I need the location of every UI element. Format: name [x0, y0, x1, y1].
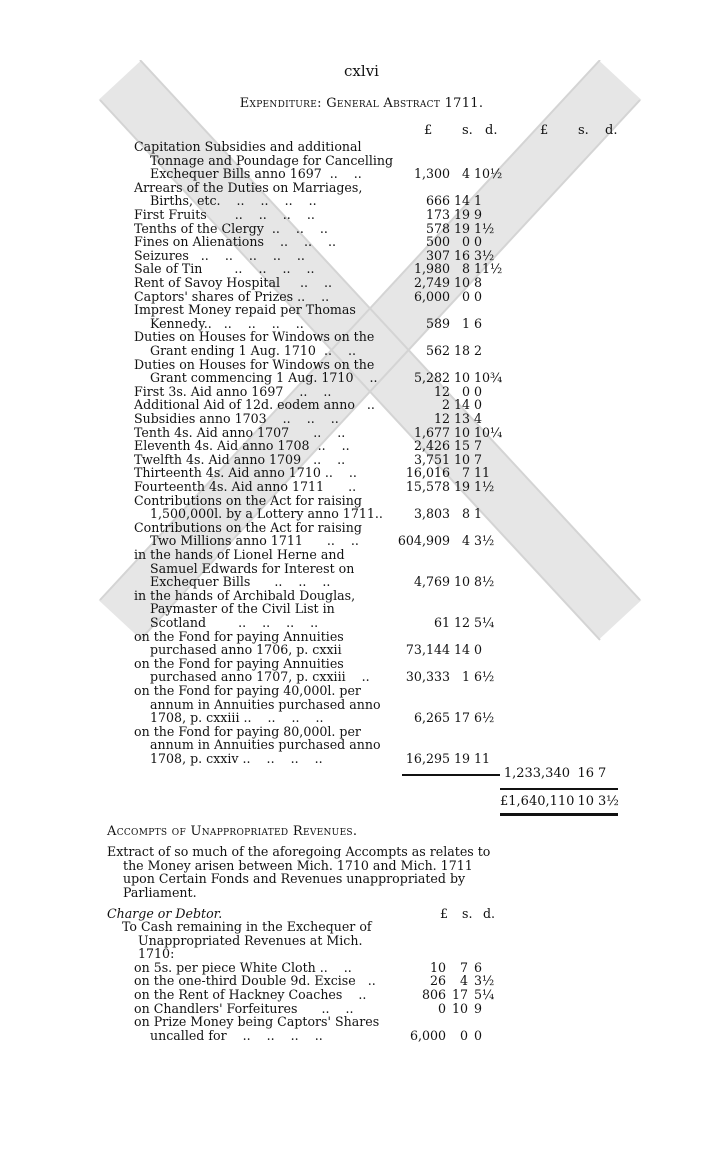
- charge-pence: 6: [474, 959, 483, 975]
- row-pounds: 604,909: [397, 533, 450, 549]
- row-description: Sale of Tin .. .. .. ..: [134, 261, 315, 277]
- row-pence: 0: [474, 234, 483, 250]
- row-pence: 10¾: [474, 370, 503, 386]
- row-shillings: 7: [461, 465, 470, 481]
- charge-pence: 5¼: [474, 987, 495, 1002]
- charge-shillings: 0: [459, 1027, 468, 1043]
- row-description: on the Fond for paying Annuities: [134, 628, 344, 644]
- row-shillings: 10: [454, 424, 471, 440]
- row-shillings: 12: [454, 614, 471, 630]
- col-shillings-1: s.: [462, 123, 473, 138]
- charge-description: on Prize Money being Captors' Shares: [134, 1014, 380, 1030]
- row-description: Contributions on the Act for raising: [134, 492, 362, 508]
- row-description: Exchequer Bills anno 1697 .. ..: [134, 166, 362, 182]
- row-shillings: 10: [454, 574, 471, 590]
- charge-shillings: 10: [451, 1000, 468, 1016]
- grand-total-pounds: £1,640,110: [500, 794, 575, 809]
- charge-pounds: 806: [421, 987, 446, 1002]
- total-rule: [500, 788, 618, 790]
- row-pence: 1½: [474, 479, 495, 494]
- row-pence: 1½: [474, 220, 495, 236]
- grand-total-pence: 3½: [598, 794, 619, 809]
- row-description: on the Fond for paying Annuities: [134, 655, 344, 671]
- row-shillings: 10: [454, 275, 471, 290]
- row-description: Arrears of the Duties on Marriages,: [134, 179, 363, 195]
- subtotal-shillings: 16: [577, 766, 594, 781]
- row-pence: 0: [474, 383, 483, 399]
- row-description: Thirteenth 4s. Aid anno 1710 .. ..: [134, 465, 357, 481]
- row-pounds: 2,426: [413, 438, 450, 454]
- row-description: Tenth 4s. Aid anno 1707 .. ..: [134, 424, 346, 440]
- row-pence: 8½: [474, 574, 495, 590]
- row-pounds: 16,295: [405, 750, 450, 766]
- row-description: Samuel Edwards for Interest on: [134, 560, 355, 576]
- row-description: on the Fond for paying 80,000l. per: [134, 723, 361, 739]
- row-pounds: 500: [425, 234, 450, 250]
- row-pounds: 1,980: [413, 261, 450, 277]
- row-pounds: 1,300: [413, 166, 450, 182]
- row-description: 1,500,000l. by a Lottery anno 1711..: [134, 506, 383, 522]
- row-pence: 11: [474, 465, 491, 481]
- col-shillings-2: s.: [578, 123, 589, 138]
- row-shillings: 0: [461, 288, 470, 304]
- row-description: Scotland .. .. .. ..: [134, 614, 319, 630]
- row-description: Rent of Savoy Hospital .. ..: [134, 275, 333, 290]
- grand-total-shillings: 10: [577, 794, 594, 809]
- row-shillings: 0: [461, 234, 470, 250]
- row-description: Duties on Houses for Windows on the: [134, 329, 375, 345]
- row-pence: 9: [474, 207, 483, 222]
- row-description: First Fruits .. .. .. ..: [134, 207, 315, 222]
- col-pounds-1: £: [424, 123, 433, 138]
- row-description: Captors' shares of Prizes .. ..: [134, 288, 330, 304]
- row-pence: 6½: [474, 710, 495, 726]
- col-pence-1: d.: [485, 123, 498, 138]
- row-description: First 3s. Aid anno 1697 .. ..: [134, 383, 332, 399]
- row-description: Fines on Alienations .. .. ..: [134, 234, 337, 250]
- row-pence: 0: [474, 288, 483, 304]
- row-pounds: 73,144: [405, 642, 450, 658]
- row-pence: 8: [474, 275, 483, 290]
- row-shillings: 19: [454, 479, 471, 494]
- row-pounds: 578: [425, 220, 450, 236]
- row-description: Subsidies anno 1703 .. .. ..: [134, 411, 339, 426]
- charge-pounds: 0: [437, 1000, 446, 1016]
- subtotal-pounds: 1,233,340: [503, 766, 570, 781]
- row-description: Kennedy.. .. .. .. ..: [134, 315, 304, 331]
- row-description: 1708, p. cxxiii .. .. .. ..: [134, 710, 324, 726]
- charge-col-pounds: £: [440, 906, 449, 921]
- charge-shillings: 17: [451, 987, 468, 1002]
- row-description: Twelfth 4s. Aid anno 1709 .. ..: [134, 451, 346, 467]
- row-shillings: 16: [454, 247, 471, 263]
- charge-description: on the Rent of Hackney Coaches ..: [134, 987, 367, 1002]
- row-description: Births, etc. .. .. .. ..: [134, 193, 317, 209]
- row-pence: 7: [474, 451, 483, 467]
- row-description: annum in Annuities purchased anno: [134, 737, 381, 753]
- row-pence: 7: [474, 438, 483, 454]
- subtotal: [500, 766, 620, 782]
- row-pence: 2: [474, 342, 483, 358]
- charge-pence: 0: [474, 1027, 483, 1043]
- row-shillings: 19: [454, 750, 471, 766]
- row-shillings: 13: [454, 411, 471, 426]
- row-pounds: 16,016: [405, 465, 450, 481]
- row-shillings: 4: [461, 533, 470, 549]
- row-description: Grant ending 1 Aug. 1710 .. ..: [134, 342, 356, 358]
- row-shillings: 15: [454, 438, 471, 454]
- row-description: purchased anno 1707, p. cxxiii ..: [134, 669, 370, 685]
- extract-line: the Money arisen between Mich. 1710 and Mich. 1711: [107, 857, 473, 873]
- grand-total: [500, 794, 620, 810]
- extract-line: upon Certain Fonds and Revenues unappropriated by: [107, 871, 466, 887]
- col-pounds-2: £: [540, 123, 549, 138]
- charge-col-pence: d.: [483, 906, 496, 921]
- row-shillings: 18: [454, 342, 471, 358]
- charge-description: on Chandlers' Forfeitures .. ..: [134, 1000, 354, 1016]
- row-description: Contributions on the Act for raising: [134, 519, 362, 535]
- charge-label: Charge or Debtor.: [107, 906, 223, 921]
- row-description: Two Millions anno 1711 .. ..: [134, 533, 359, 549]
- row-pounds: 3,751: [413, 451, 450, 467]
- row-pounds: 6,000: [413, 288, 450, 304]
- row-pounds: 2,749: [413, 275, 450, 290]
- extract-line: Extract of so much of the aforegoing Accompts as relates to: [107, 844, 491, 859]
- charge-description: on 5s. per piece White Cloth .. ..: [134, 959, 352, 975]
- charge-shillings: 7: [459, 959, 468, 975]
- row-pence: 6½: [474, 669, 495, 685]
- row-pounds: 666: [425, 193, 450, 209]
- row-pounds: 15,578: [405, 479, 450, 494]
- cash-line: Unappropriated Revenues at Mich.: [122, 932, 363, 948]
- row-description: in the hands of Lionel Herne and: [134, 547, 345, 562]
- row-description: Imprest Money repaid per Thomas: [134, 302, 356, 318]
- row-shillings: 4: [461, 166, 470, 182]
- row-shillings: 14: [454, 397, 471, 413]
- row-pence: 1: [474, 193, 483, 209]
- row-description: Tenths of the Clergy .. .. ..: [134, 220, 328, 236]
- row-pence: 6: [474, 315, 483, 331]
- row-shillings: 1: [461, 315, 470, 331]
- row-pence: 3½: [474, 247, 495, 263]
- row-description: Eleventh 4s. Aid anno 1708 .. ..: [134, 438, 350, 454]
- row-description: Tonnage and Poundage for Cancelling: [134, 152, 394, 168]
- row-pence: 3½: [474, 533, 495, 549]
- row-description: Seizures .. .. .. .. ..: [134, 247, 305, 263]
- col-pence-2: d.: [605, 123, 618, 138]
- row-description: in the hands of Archibald Douglas,: [134, 587, 356, 603]
- row-pounds: 12: [433, 411, 450, 426]
- row-description: Paymaster of the Civil List in: [134, 601, 335, 617]
- row-description: purchased anno 1706, p. cxxii: [134, 642, 342, 658]
- row-pounds: 2: [441, 397, 450, 413]
- row-pence: 4: [474, 411, 483, 426]
- row-description: Duties on Houses for Windows on the: [134, 356, 375, 372]
- row-description: Fourteenth 4s. Aid anno 1711 ..: [134, 479, 357, 494]
- row-pounds: 173: [425, 207, 450, 222]
- row-description: Grant commencing 1 Aug. 1710 ..: [134, 370, 378, 386]
- total-double-rule: [500, 813, 618, 816]
- cash-line: 1710:: [122, 946, 175, 962]
- page-number: cxlvi: [344, 62, 379, 80]
- row-pounds: 12: [433, 383, 450, 399]
- row-pence: 0: [474, 397, 483, 413]
- row-shillings: 10: [454, 370, 471, 386]
- charge-pence: 9: [474, 1000, 483, 1016]
- row-pounds: 307: [425, 247, 450, 263]
- accompts-title: Accompts of Unappropriated Revenues.: [107, 824, 358, 839]
- row-pence: 5¼: [474, 614, 495, 630]
- row-pence: 1: [474, 506, 483, 522]
- section-title: Expenditure: General Abstract 1711.: [239, 96, 484, 111]
- row-pence: 0: [474, 642, 483, 658]
- row-shillings: 19: [454, 207, 471, 222]
- row-description: Additional Aid of 12d. eodem anno ..: [134, 397, 375, 413]
- row-pounds: 6,265: [413, 710, 450, 726]
- row-pounds: 4,769: [413, 574, 450, 590]
- row-shillings: 10: [454, 451, 471, 467]
- extract-paragraph: [107, 845, 502, 899]
- row-shillings: 0: [461, 383, 470, 399]
- charge-description: on the one-third Double 9d. Excise ..: [134, 973, 376, 989]
- row-shillings: 17: [454, 710, 471, 726]
- row-shillings: 19: [454, 220, 471, 236]
- row-pence: 10¼: [474, 424, 503, 440]
- row-pounds: 562: [425, 342, 450, 358]
- row-pence: 10½: [474, 166, 503, 182]
- row-description: on the Fond for paying 40,000l. per: [134, 683, 361, 698]
- charge-pounds: 10: [429, 959, 446, 975]
- charge-pounds: 6,000: [409, 1027, 446, 1043]
- row-shillings: 1: [461, 669, 470, 685]
- row-shillings: 8: [461, 261, 470, 277]
- row-shillings: 14: [454, 642, 471, 658]
- row-pounds: 3,803: [413, 506, 450, 522]
- row-pence: 11½: [474, 261, 503, 277]
- row-pence: 11: [474, 750, 491, 766]
- cash-line: To Cash remaining in the Exchequer of: [122, 919, 372, 934]
- charge-description: uncalled for .. .. .. ..: [134, 1027, 323, 1043]
- charge-col-shillings: s.: [462, 906, 473, 921]
- row-description: Capitation Subsidies and additional: [134, 139, 362, 154]
- charge-shillings: 4: [459, 973, 468, 989]
- row-pounds: 61: [433, 614, 450, 630]
- row-pounds: 5,282: [413, 370, 450, 386]
- row-pounds: 30,333: [405, 669, 450, 685]
- charge-pence: 3½: [474, 973, 495, 989]
- row-shillings: 14: [454, 193, 471, 209]
- row-shillings: 8: [461, 506, 470, 522]
- subtotal-rule: [402, 774, 500, 776]
- charge-pounds: 26: [429, 973, 446, 989]
- row-description: annum in Annuities purchased anno: [134, 696, 381, 712]
- extract-line: Parliament.: [107, 884, 197, 900]
- subtotal-pence: 7: [598, 766, 607, 781]
- row-description: Exchequer Bills .. .. ..: [134, 574, 331, 590]
- row-description: 1708, p. cxxiv .. .. .. ..: [134, 750, 323, 766]
- row-pounds: 1,677: [413, 424, 450, 440]
- row-pounds: 589: [425, 315, 450, 331]
